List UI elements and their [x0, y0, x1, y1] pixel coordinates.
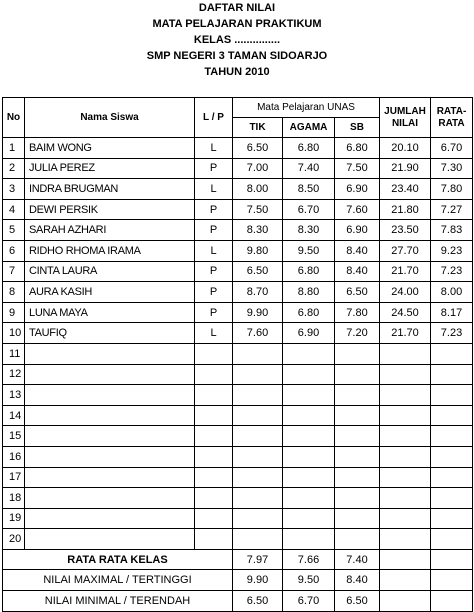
cell-lp: [195, 343, 233, 364]
cell-agama: [283, 405, 335, 426]
cell-tik: [233, 488, 283, 509]
cell-lp: [195, 488, 233, 509]
cell-sb: [335, 364, 380, 385]
header-rata-line2: RATA: [438, 117, 465, 129]
header-rata-rata: [431, 98, 473, 138]
cell-rata-rata: [431, 467, 473, 488]
cell-agama: 6.80: [283, 302, 335, 323]
cell-nama-siswa: DEWI PERSIK: [25, 199, 195, 220]
summary-label: RATA RATA KELAS: [3, 549, 233, 570]
summary-empty-cell: [431, 591, 473, 612]
cell-jumlah-nilai: 21.80: [380, 199, 431, 220]
summary-tik: 7.97: [233, 549, 283, 570]
cell-sb: 6.80: [335, 138, 380, 159]
cell-lp: L: [195, 323, 233, 344]
table-row: [3, 385, 473, 406]
cell-no: 18: [3, 488, 25, 509]
header-sb: SB: [335, 118, 380, 138]
summary-agama: 9.50: [283, 570, 335, 591]
cell-rata-rata: [431, 364, 473, 385]
cell-jumlah-nilai: [380, 488, 431, 509]
grades-table: [2, 97, 473, 612]
cell-sb: 7.80: [335, 302, 380, 323]
cell-nama-siswa: [25, 488, 195, 509]
cell-nama-siswa: TAUFIQ: [25, 323, 195, 344]
cell-jumlah-nilai: 21.70: [380, 323, 431, 344]
cell-tik: 9.90: [233, 302, 283, 323]
cell-tik: 7.00: [233, 158, 283, 179]
header-agama: AGAMA: [283, 118, 335, 138]
cell-rata-rata: [431, 529, 473, 550]
cell-no: 8: [3, 282, 25, 303]
cell-nama-siswa: [25, 364, 195, 385]
header-jumlah-line2: NILAI: [391, 117, 419, 129]
cell-tik: 8.00: [233, 179, 283, 200]
cell-rata-rata: [431, 405, 473, 426]
cell-rata-rata: 7.83: [431, 220, 473, 241]
document-title: [0, 0, 474, 80]
cell-lp: P: [195, 199, 233, 220]
cell-jumlah-nilai: 24.00: [380, 282, 431, 303]
cell-no: 10: [3, 323, 25, 344]
header-jumlah-line1: JUMLAH: [384, 105, 426, 117]
cell-jumlah-nilai: 24.50: [380, 302, 431, 323]
cell-nama-siswa: [25, 343, 195, 364]
cell-sb: [335, 405, 380, 426]
cell-lp: P: [195, 302, 233, 323]
cell-agama: [283, 508, 335, 529]
cell-tik: [233, 426, 283, 447]
cell-lp: [195, 446, 233, 467]
cell-sb: 7.60: [335, 199, 380, 220]
cell-rata-rata: 7.27: [431, 199, 473, 220]
cell-rata-rata: 9.23: [431, 240, 473, 261]
table-row: [3, 240, 473, 261]
cell-rata-rata: [431, 488, 473, 509]
cell-nama-siswa: RIDHO RHOMA IRAMA: [25, 240, 195, 261]
cell-jumlah-nilai: 23.40: [380, 179, 431, 200]
table-row: [3, 529, 473, 550]
cell-agama: 6.90: [283, 323, 335, 344]
summary-empty-cell: [431, 570, 473, 591]
cell-nama-siswa: LUNA MAYA: [25, 302, 195, 323]
cell-nama-siswa: [25, 446, 195, 467]
cell-jumlah-nilai: 23.50: [380, 220, 431, 241]
cell-no: 17: [3, 467, 25, 488]
cell-nama-siswa: [25, 529, 195, 550]
cell-agama: 6.80: [283, 138, 335, 159]
cell-tik: 8.30: [233, 220, 283, 241]
cell-nama-siswa: [25, 508, 195, 529]
cell-jumlah-nilai: [380, 446, 431, 467]
cell-agama: [283, 529, 335, 550]
cell-sb: [335, 385, 380, 406]
cell-agama: 8.30: [283, 220, 335, 241]
header-lp: L / P: [195, 98, 233, 138]
summary-row: [3, 591, 473, 612]
cell-lp: [195, 426, 233, 447]
table-row: [3, 158, 473, 179]
cell-tik: 6.50: [233, 261, 283, 282]
title-line-5: TAHUN 2010: [204, 66, 270, 78]
cell-nama-siswa: AURA KASIH: [25, 282, 195, 303]
cell-no: 19: [3, 508, 25, 529]
cell-no: 4: [3, 199, 25, 220]
cell-nama-siswa: INDRA BRUGMAN: [25, 179, 195, 200]
cell-rata-rata: [431, 426, 473, 447]
cell-jumlah-nilai: 21.70: [380, 261, 431, 282]
cell-sb: [335, 529, 380, 550]
table-row: [3, 488, 473, 509]
cell-nama-siswa: BAIM WONG: [25, 138, 195, 159]
summary-sb: 7.40: [335, 549, 380, 570]
cell-agama: [283, 488, 335, 509]
cell-tik: [233, 343, 283, 364]
cell-agama: 8.80: [283, 282, 335, 303]
cell-agama: 6.70: [283, 199, 335, 220]
cell-sb: 8.40: [335, 240, 380, 261]
header-no: No: [3, 98, 25, 138]
summary-rows: [3, 549, 473, 611]
cell-rata-rata: 7.23: [431, 323, 473, 344]
summary-sb: 8.40: [335, 570, 380, 591]
table-row: [3, 261, 473, 282]
cell-jumlah-nilai: [380, 426, 431, 447]
summary-tik: 9.90: [233, 570, 283, 591]
cell-jumlah-nilai: [380, 508, 431, 529]
table-row: [3, 405, 473, 426]
cell-agama: [283, 426, 335, 447]
cell-jumlah-nilai: 27.70: [380, 240, 431, 261]
table-row: [3, 426, 473, 447]
cell-nama-siswa: JULIA PEREZ: [25, 158, 195, 179]
cell-no: 13: [3, 385, 25, 406]
cell-tik: [233, 446, 283, 467]
cell-tik: [233, 467, 283, 488]
cell-lp: [195, 385, 233, 406]
cell-lp: [195, 364, 233, 385]
cell-rata-rata: 8.17: [431, 302, 473, 323]
summary-agama: 6.70: [283, 591, 335, 612]
student-rows: [3, 138, 473, 550]
cell-no: 20: [3, 529, 25, 550]
summary-empty-cell: [380, 591, 431, 612]
cell-jumlah-nilai: [380, 405, 431, 426]
cell-no: 9: [3, 302, 25, 323]
cell-sb: [335, 343, 380, 364]
title-line-3: KELAS ...............: [193, 34, 281, 46]
cell-jumlah-nilai: [380, 343, 431, 364]
summary-row: [3, 570, 473, 591]
cell-jumlah-nilai: [380, 467, 431, 488]
cell-rata-rata: 7.30: [431, 158, 473, 179]
cell-jumlah-nilai: [380, 529, 431, 550]
cell-lp: [195, 405, 233, 426]
cell-tik: [233, 364, 283, 385]
title-line-2: MATA PELAJARAN PRAKTIKUM: [152, 18, 322, 30]
cell-lp: P: [195, 261, 233, 282]
table-row: [3, 282, 473, 303]
cell-jumlah-nilai: [380, 385, 431, 406]
summary-empty-cell: [380, 549, 431, 570]
cell-no: 1: [3, 138, 25, 159]
cell-nama-siswa: SARAH AZHARI: [25, 220, 195, 241]
cell-no: 3: [3, 179, 25, 200]
cell-nama-siswa: [25, 467, 195, 488]
cell-no: 15: [3, 426, 25, 447]
cell-lp: L: [195, 240, 233, 261]
cell-nama-siswa: CINTA LAURA: [25, 261, 195, 282]
table-row: [3, 508, 473, 529]
cell-sb: 6.50: [335, 282, 380, 303]
cell-tik: 6.50: [233, 138, 283, 159]
cell-tik: 7.60: [233, 323, 283, 344]
table-row: [3, 179, 473, 200]
cell-rata-rata: [431, 343, 473, 364]
cell-no: 2: [3, 158, 25, 179]
cell-jumlah-nilai: [380, 364, 431, 385]
table-row: [3, 220, 473, 241]
cell-tik: [233, 405, 283, 426]
header-mata-pelajaran-unas: Mata Pelajaran UNAS: [233, 98, 380, 118]
table-row: [3, 138, 473, 159]
cell-lp: L: [195, 179, 233, 200]
cell-lp: [195, 529, 233, 550]
cell-sb: 7.20: [335, 323, 380, 344]
cell-rata-rata: [431, 385, 473, 406]
cell-no: 11: [3, 343, 25, 364]
cell-sb: 6.90: [335, 179, 380, 200]
cell-tik: [233, 529, 283, 550]
cell-agama: [283, 385, 335, 406]
cell-nama-siswa: [25, 405, 195, 426]
cell-lp: [195, 508, 233, 529]
table-row: [3, 302, 473, 323]
cell-sb: 7.50: [335, 158, 380, 179]
table-row: [3, 446, 473, 467]
cell-agama: [283, 446, 335, 467]
cell-rata-rata: [431, 446, 473, 467]
cell-tik: 8.70: [233, 282, 283, 303]
title-line-1: DAFTAR NILAI: [198, 2, 276, 14]
cell-rata-rata: 8.00: [431, 282, 473, 303]
header-jumlah-nilai: [380, 98, 431, 138]
cell-agama: [283, 343, 335, 364]
table-row: [3, 323, 473, 344]
cell-tik: [233, 385, 283, 406]
cell-tik: [233, 508, 283, 529]
cell-no: 12: [3, 364, 25, 385]
summary-agama: 7.66: [283, 549, 335, 570]
cell-agama: 6.80: [283, 261, 335, 282]
cell-rata-rata: 7.23: [431, 261, 473, 282]
cell-sb: 8.40: [335, 261, 380, 282]
cell-agama: 9.50: [283, 240, 335, 261]
cell-sb: [335, 426, 380, 447]
cell-sb: [335, 508, 380, 529]
cell-lp: P: [195, 220, 233, 241]
cell-sb: 6.90: [335, 220, 380, 241]
cell-sb: [335, 467, 380, 488]
cell-agama: [283, 467, 335, 488]
cell-rata-rata: 7.80: [431, 179, 473, 200]
cell-jumlah-nilai: 20.10: [380, 138, 431, 159]
cell-agama: [283, 364, 335, 385]
cell-lp: [195, 467, 233, 488]
header-rata-line1: RATA-: [436, 105, 467, 117]
cell-lp: P: [195, 158, 233, 179]
cell-agama: 8.50: [283, 179, 335, 200]
cell-jumlah-nilai: 21.90: [380, 158, 431, 179]
cell-no: 7: [3, 261, 25, 282]
summary-label: NILAI MAXIMAL / TERTINGGI: [3, 570, 233, 591]
summary-tik: 6.50: [233, 591, 283, 612]
cell-no: 16: [3, 446, 25, 467]
cell-lp: L: [195, 138, 233, 159]
table-row: [3, 364, 473, 385]
summary-empty-cell: [431, 549, 473, 570]
cell-no: 14: [3, 405, 25, 426]
cell-agama: 7.40: [283, 158, 335, 179]
cell-nama-siswa: [25, 385, 195, 406]
table-row: [3, 199, 473, 220]
header-nama-siswa: Nama Siswa: [25, 98, 195, 138]
cell-no: 6: [3, 240, 25, 261]
cell-sb: [335, 488, 380, 509]
cell-rata-rata: 6.70: [431, 138, 473, 159]
cell-sb: [335, 446, 380, 467]
cell-tik: 9.80: [233, 240, 283, 261]
table-row: [3, 343, 473, 364]
summary-empty-cell: [380, 570, 431, 591]
cell-lp: P: [195, 282, 233, 303]
summary-row: [3, 549, 473, 570]
cell-no: 5: [3, 220, 25, 241]
summary-sb: 6.50: [335, 591, 380, 612]
cell-tik: 7.50: [233, 199, 283, 220]
title-line-4: SMP NEGERI 3 TAMAN SIDOARJO: [146, 50, 328, 62]
cell-rata-rata: [431, 508, 473, 529]
cell-nama-siswa: [25, 426, 195, 447]
table-row: [3, 467, 473, 488]
header-tik: TIK: [233, 118, 283, 138]
summary-label: NILAI MINIMAL / TERENDAH: [3, 591, 233, 612]
